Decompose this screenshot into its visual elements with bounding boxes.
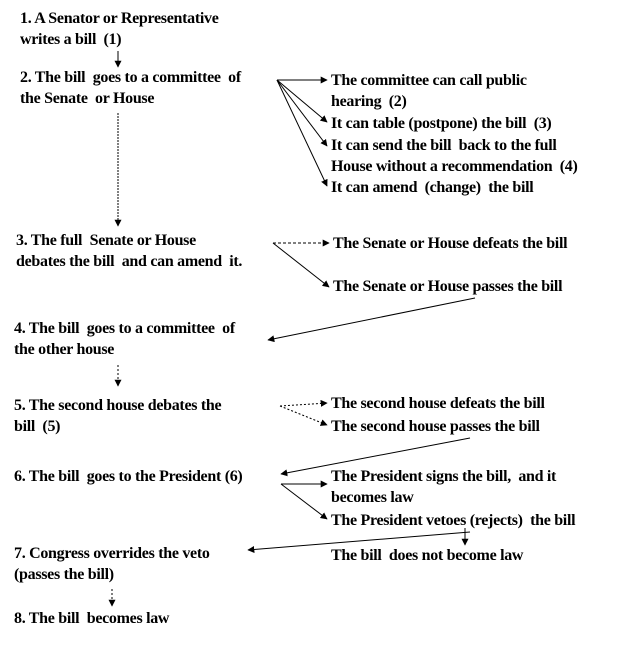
step-8-line-1: 8. The bill becomes law [14, 610, 170, 627]
arrow-floor-to-passes [273, 243, 329, 287]
arrow-passes-to-step4 [268, 298, 475, 340]
president-outcome-vetoes: The President vetoes (rejects) the bill [331, 512, 576, 529]
veto-result: The bill does not become law [331, 547, 524, 564]
step-3-line-2: debates the bill and can amend it. [16, 253, 243, 270]
step-2-line-1: 2. The bill goes to a committee of [20, 69, 241, 86]
second-house-outcome-defeats: The second house defeats the bill [331, 395, 545, 412]
step-7-line-1: 7. Congress overrides the veto [14, 545, 210, 562]
committee-outcome-public-hearing-cont: hearing (2) [331, 93, 407, 110]
step-1-line-1: 1. A Senator or Representative [20, 10, 219, 27]
president-outcome-signs-cont: becomes law [331, 489, 414, 506]
arrow-committee-to-table [277, 80, 327, 122]
step-4-line-1: 4. The bill goes to a committee of [14, 320, 235, 337]
step-1-line-2: writes a bill (1) [20, 31, 122, 48]
committee-outcome-send-back-cont: House without a recommendation (4) [331, 158, 578, 175]
second-house-outcome-passes: The second house passes the bill [331, 418, 540, 435]
arrow-second-to-passes [280, 406, 327, 425]
floor-outcome-defeats: The Senate or House defeats the bill [333, 235, 568, 252]
committee-outcome-amend: It can amend (change) the bill [331, 179, 534, 196]
step-5-line-2: bill (5) [14, 418, 61, 435]
arrow-president-to-vetoes [281, 484, 327, 519]
arrow-committee-to-send-back [277, 80, 327, 146]
floor-outcome-passes: The Senate or House passes the bill [333, 278, 563, 295]
arrow-committee-to-amend [277, 80, 327, 186]
step-7-line-2: (passes the bill) [14, 566, 114, 583]
step-6-line-1: 6. The bill goes to the President (6) [14, 468, 243, 485]
arrow-second-passes-to-step6 [281, 438, 470, 474]
committee-outcome-send-back: It can send the bill back to the full [331, 137, 557, 154]
step-4-line-2: the other house [14, 341, 115, 358]
step-2-line-2: the Senate or House [20, 90, 155, 107]
step-5-line-1: 5. The second house debates the [14, 397, 222, 414]
arrow-vetoes-to-step7 [248, 532, 470, 550]
arrow-second-to-defeats [280, 403, 327, 406]
president-outcome-signs: The President signs the bill, and it [331, 468, 557, 485]
committee-outcome-public-hearing: The committee can call public [331, 72, 527, 89]
committee-outcome-table: It can table (postpone) the bill (3) [331, 115, 552, 132]
step-3-line-1: 3. The full Senate or House [16, 232, 196, 249]
